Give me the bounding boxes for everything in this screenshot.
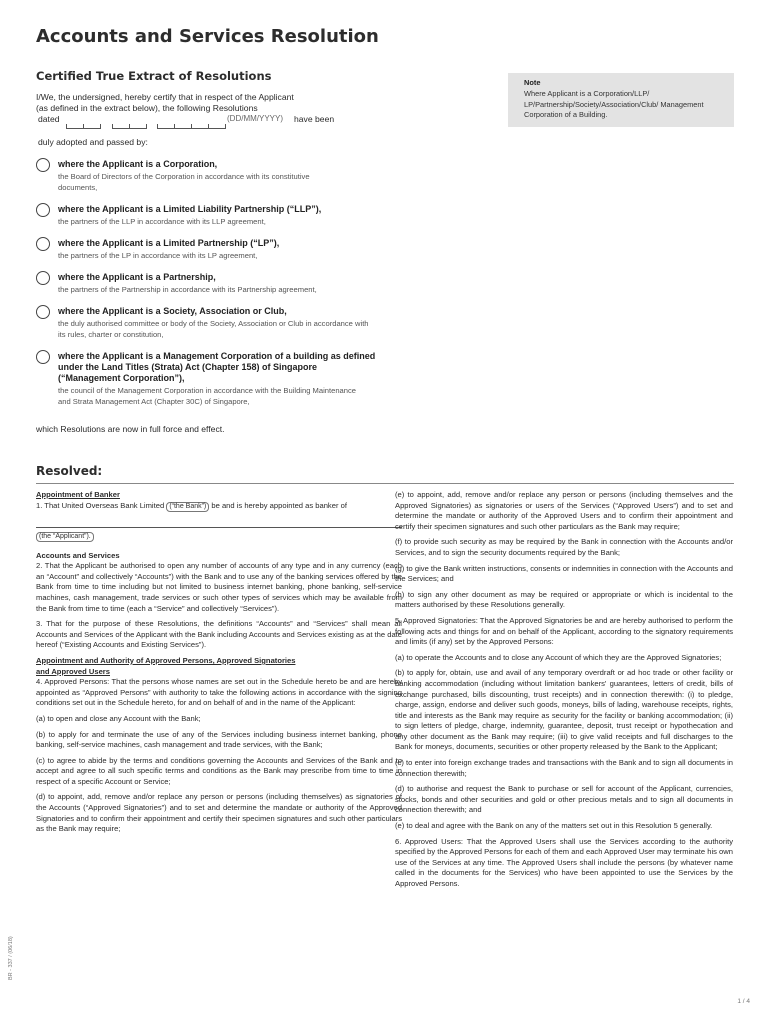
option-title: where the Applicant is a Corporation, [58, 159, 218, 169]
date-tick [225, 124, 226, 129]
heading-approved-persons-b: and Approved Users [36, 666, 110, 676]
note-text: Where Applicant is a Corporation/LLP/ LP/Partnership/Society/Association/Club/ Management Corporation of a Building. [524, 89, 704, 119]
paragraph-2: 2. That the Applicant be authorised to open any number of accounts of any type and in any currency (each an “Account” and collectively “Accounts”) with the Bank and to use any of the banking services offered by the Bank from time to time including but not limited to business internet banking, phone banking, self-service machines, cash management, trade services or such other types of services which may be available from the Bank from time to time (each a “Service” and collectively “Services”). [36, 561, 402, 613]
option-desc: the Board of Directors of the Corporation in accordance with its constitutive documents, [58, 172, 310, 192]
right-column [395, 490, 733, 895]
intro-line-1: I/We, the undersigned, hereby certify that in respect of the Applicant [36, 92, 294, 102]
option-desc: the partners of the Partnership in accordance with its Partnership agreement, [58, 285, 317, 294]
date-tick [66, 124, 67, 129]
radio-button[interactable] [36, 271, 50, 285]
date-tick [129, 124, 130, 129]
radio-button[interactable] [36, 305, 50, 319]
resolved-heading: Resolved: [36, 464, 103, 478]
paragraph-1 [36, 501, 402, 512]
date-format-hint: (DD/MM/YYYY) [227, 114, 283, 123]
radio-button[interactable] [36, 350, 50, 364]
option-title: where the Applicant is a Society, Association or Club, [58, 306, 287, 316]
p1-text: 1. That United Overseas Bank Limited [36, 500, 165, 510]
divider [36, 483, 734, 484]
date-tick [146, 124, 147, 129]
applicant-name-line [36, 527, 402, 528]
item-4b: (b) to apply for and terminate the use of any of the Services including business internet banking, phone banking, self-service machines, cash management and trade services, with the Bank; [36, 729, 402, 750]
the-bank-tag: (“the Bank”) [166, 502, 209, 512]
p1-text-end: be and is hereby appointed as banker of [211, 500, 347, 510]
date-tick [174, 124, 175, 129]
radio-button[interactable] [36, 158, 50, 172]
item-4h: (h) to sign any other document as may be required or appropriate or which is incidental to the matters authorised by these Resolutions generally. [395, 589, 733, 610]
item-4g: (g) to give the Bank written instructions, consents or indemnities in connection with the Accounts and the Services; and [395, 563, 733, 584]
applicant-tag: (the “Applicant”). [36, 532, 94, 542]
item-4d: (d) to appoint, add, remove and/or replace any person or persons (including themselves) as signatories of the Accounts (“Approved Signatories”) and to set and determine the mandate or authority of the Approved Signatories and to confirm their appointment and certify their specimen signatures and such other particulars as the Bank may require; [36, 792, 402, 834]
page-title: Accounts and Services Resolution [36, 26, 379, 47]
intro-line-2: (as defined in the extract below), the following Resolutions [36, 103, 258, 113]
item-5c: (c) to enter into foreign exchange trades and transactions with the Bank and to sign all documents in connection therewith; [395, 758, 733, 778]
option-title: where the Applicant is a Limited Partnership (“LP”), [58, 238, 280, 248]
option-management-corporation[interactable] [36, 350, 396, 412]
option-title: where the Applicant is a Partnership, [58, 272, 216, 282]
date-tick [191, 124, 192, 129]
heading-approved-persons-a: Appointment and Authority of Approved Persons, Approved Signatories [36, 655, 296, 665]
item-4a: (a) to open and close any Account with the Bank; [36, 713, 201, 723]
option-partnership[interactable] [36, 271, 436, 295]
have-been-text: have been [294, 114, 335, 124]
option-desc: the duly authorised committee or body of the Society, Association or Club in accordance with its rules, charter or constitution, [58, 319, 369, 339]
option-title: where the Applicant is a Management Corporation of a building as defined under the Land Titles (Strata) Act (Chapter 158) of Singapore (“Management Corporation”), [58, 351, 376, 383]
paragraph-5: 5. Approved Signatories: That the Approved Signatories be and are hereby authorised to perform the following acts and things for and on behalf of the Applicant, according to the signatory requirements and limits (if any) set by the Approved Persons: [395, 615, 733, 647]
item-4f: (f) to provide such security as may be required by the Bank in connection with the Accounts and/or Services, and to sign the security documents required by the Bank; [395, 537, 733, 557]
option-desc: the partners of the LLP in accordance with its LLP agreement, [58, 217, 266, 226]
applicant-name-space [36, 512, 402, 527]
item-4c: (c) to agree to abide by the terms and conditions governing the Accounts and Services of the Bank and to accept and agree to all such specific terms and conditions as the Bank may prescribe from time to time in respect of a specific Account or Service; [36, 755, 402, 786]
date-tick [157, 124, 158, 129]
item-5b: (b) to apply for, obtain, use and avail of any temporary overdraft or ad hoc trade or other facility or banking accommodation (including without limitation bankers' guarantees, letters of credit, bills of exchange purchased, bills discounting, trust receipts) and in connection therewith: (i) to pledge, charge, assign, endorse and deliver such goods, moneys, bills of lading, warehouse receipts, rights, title and interests as the Bank may require as security for the facility or banking accommodation; (ii) to sign letters of pledge, charge, indemnity, guarantee, deposit, trust receipt or hypothecation and any other document as the Bank may require; (iii) to give valid receipts and full discharges to the Bank for moneys, documents, securities or other property released by the Bank to the Applicant; [395, 668, 733, 752]
note-box [508, 73, 734, 127]
heading-accounts-services: Accounts and Services [36, 550, 120, 560]
item-4e: (e) to appoint, add, remove and/or replace any person or persons (including themselves and the Approved Signatories) as signatories or users of the Services (“Approved Users”) and to set and determine the mandate or authority of the Approved Users and to confirm their appointment and certify their specimen signatures and such other particulars as the Bank may require; [395, 490, 733, 531]
item-5e: (e) to deal and agree with the Bank on any of the matters set out in this Resolution 5 generally. [395, 821, 713, 831]
dated-label: dated [38, 114, 60, 124]
option-desc: the partners of the LP in accordance with its LP agreement, [58, 251, 258, 260]
option-society[interactable] [36, 305, 396, 341]
option-corporation[interactable] [36, 158, 396, 194]
in-force-text: which Resolutions are now in full force and effect. [36, 424, 225, 434]
page-number: 1 / 4 [737, 998, 750, 1005]
radio-button[interactable] [36, 203, 50, 217]
radio-button[interactable] [36, 237, 50, 251]
item-5a: (a) to operate the Accounts and to close any Account of which they are the Approved Signatories; [395, 652, 722, 662]
paragraph-3: 3. That for the purpose of these Resolutions, the definitions “Accounts” and “Services” shall mean all Accounts and Services of the Applicant with the Bank including Accounts and Services existing as at the date hereof (“Existing Accounts and Existing Services”). [36, 619, 402, 650]
option-lp[interactable] [36, 237, 436, 261]
date-tick [208, 124, 209, 129]
paragraph-6: 6. Approved Users: That the Approved Users shall use the Services according to the authority specified by the Approved Persons for each of them and each Approved User may terminate his own use of the Services at any time. The Approved Users shall include the persons (by whatever name called in the documents for the Services) who have been appointed to use the Services by the Approved Persons. [395, 836, 733, 888]
heading-appointment-banker: Appointment of Banker [36, 490, 120, 499]
date-tick [112, 124, 113, 129]
duly-adopted-text: duly adopted and passed by: [38, 137, 148, 147]
item-5d: (d) to authorise and request the Bank to purchase or sell for account of the Applicant, currencies, stocks, bonds and other securities and gold or other precious metals and to sign all documents in connection therewith; and [395, 784, 733, 815]
section-subtitle: Certified True Extract of Resolutions [36, 69, 272, 83]
option-title: where the Applicant is a Limited Liability Partnership (“LLP”), [58, 204, 322, 214]
note-title: Note [524, 78, 541, 87]
date-tick [83, 124, 84, 129]
date-tick [100, 124, 101, 129]
paragraph-4: 4. Approved Persons: That the persons whose names are set out in the Schedule hereto be and are hereby appointed as “Approved Persons” with authority to take the following actions in accordance with the signing conditions set out in the Schedule hereto, for and on behalf of and in the name of the Applicant: [36, 677, 402, 708]
left-column [36, 490, 402, 840]
form-code: BR - 337 / (06/18) [8, 936, 14, 980]
option-llp[interactable] [36, 203, 436, 227]
option-desc: the council of the Management Corporation in accordance with the Building Maintenance and Strata Management Act (Chapter 30C) of Singapore, [58, 386, 357, 406]
